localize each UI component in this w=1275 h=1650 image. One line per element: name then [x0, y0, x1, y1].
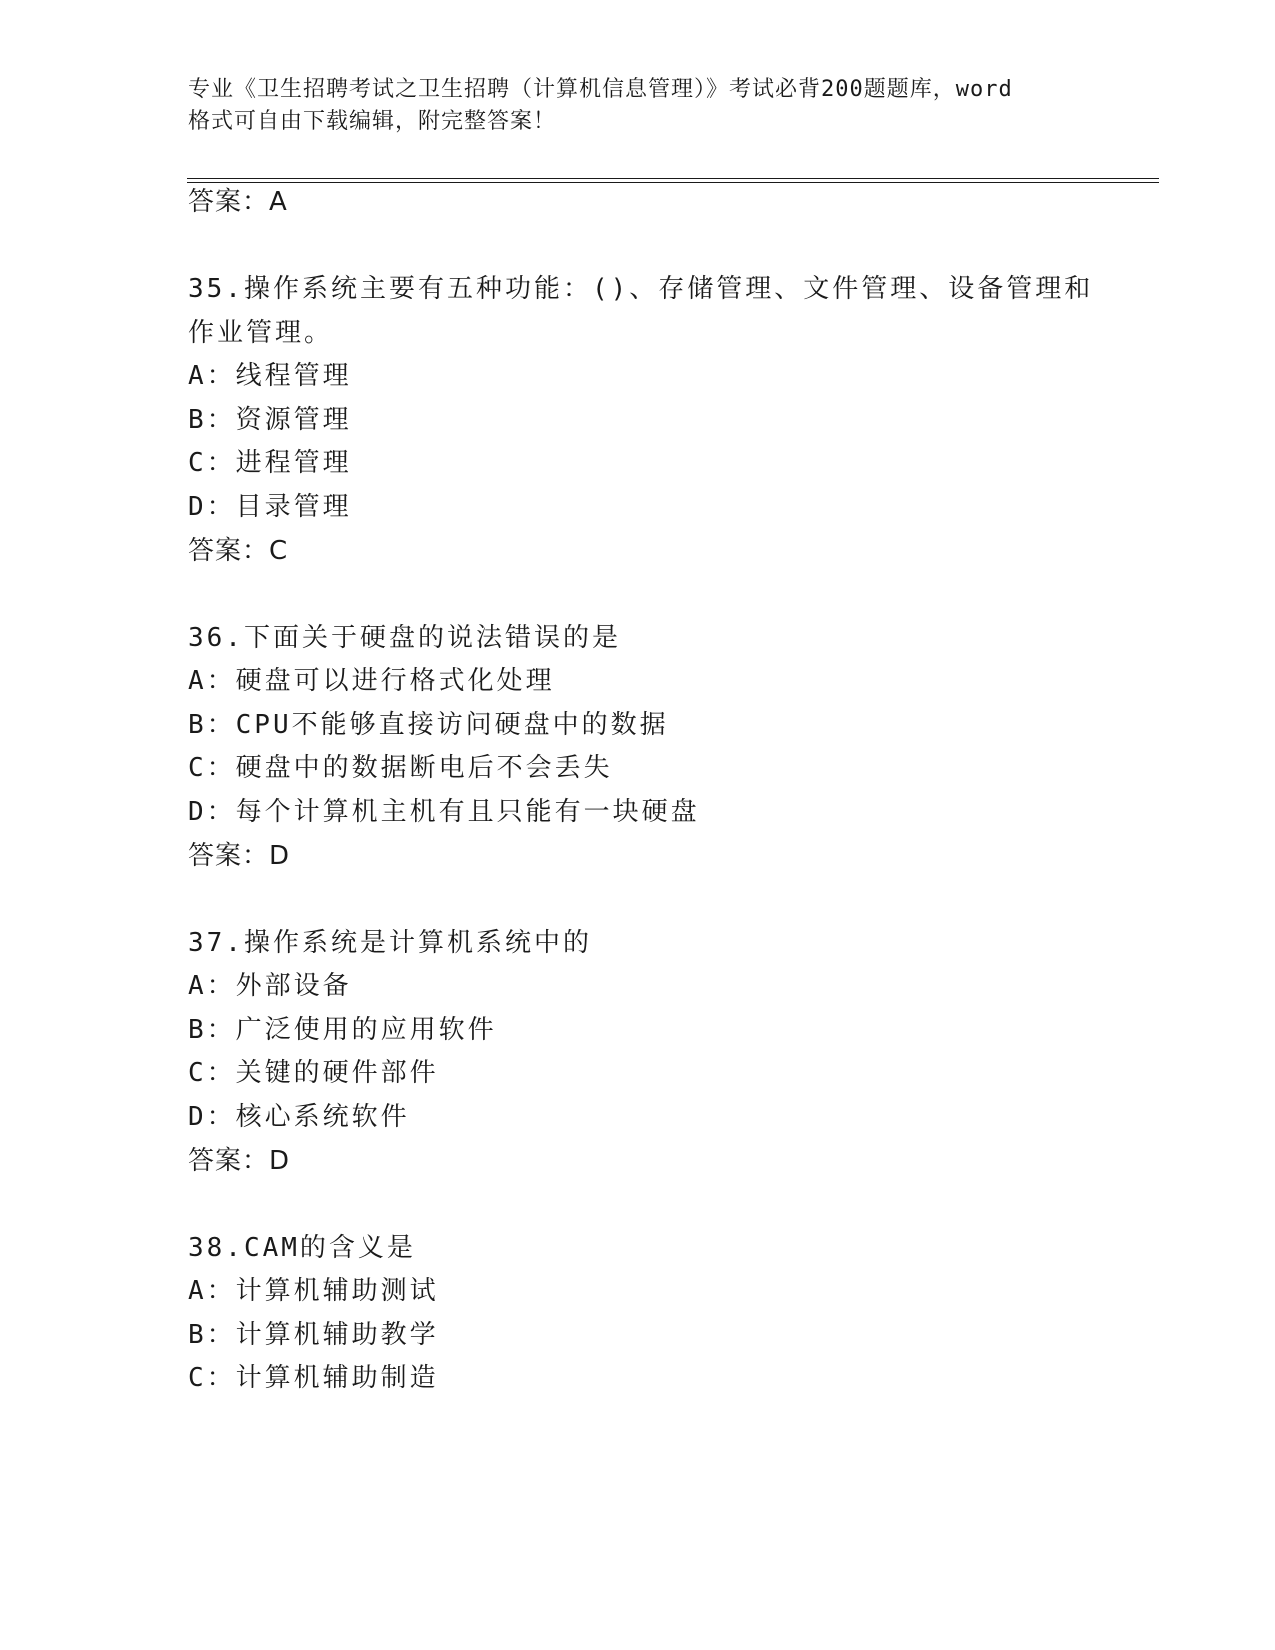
question-37-answer: 答案：D [188, 1146, 291, 1176]
question-35-answer: 答案：C [188, 536, 289, 566]
question-36-option-b: B：CPU不能够直接访问硬盘中的数据 [188, 710, 669, 740]
document-header [188, 74, 1088, 138]
header-line-1: 专业《卫生招聘考试之卫生招聘（计算机信息管理）》考试必背200题题库，word [188, 77, 1013, 102]
question-37-option-c: C：关键的硬件部件 [188, 1058, 439, 1088]
question-36-option-a: A：硬盘可以进行格式化处理 [188, 666, 555, 696]
question-38-option-b: B：计算机辅助教学 [188, 1320, 439, 1350]
question-36-option-c: C：硬盘中的数据断电后不会丢失 [188, 753, 613, 783]
question-38-option-a: A：计算机辅助测试 [188, 1276, 439, 1306]
question-36-stem: 36.下面关于硬盘的说法错误的是 [188, 623, 621, 653]
question-35-option-d: D：目录管理 [188, 492, 352, 522]
question-35-stem-line-2: 作业管理。 [188, 318, 334, 348]
question-36-answer: 答案：D [188, 841, 291, 871]
question-37-option-d: D：核心系统软件 [188, 1102, 410, 1132]
question-35-option-a: A：线程管理 [188, 361, 352, 391]
header-line-2: 格式可自由下载编辑，附完整答案！ [188, 109, 557, 134]
question-35-option-b: B：资源管理 [188, 405, 352, 435]
question-38-option-c: C：计算机辅助制造 [188, 1363, 439, 1393]
question-35-option-c: C：进程管理 [188, 448, 352, 478]
question-35-stem-line-1: 35.操作系统主要有五种功能：()、存储管理、文件管理、设备管理和 [188, 274, 1094, 304]
question-36-option-d: D：每个计算机主机有且只能有一块硬盘 [188, 797, 700, 827]
question-37-stem: 37.操作系统是计算机系统中的 [188, 928, 592, 958]
answer-34: 答案：A [188, 187, 288, 217]
question-37-option-b: B：广泛使用的应用软件 [188, 1015, 497, 1045]
header-divider [187, 178, 1159, 183]
question-38-stem: 38.CAM的含义是 [188, 1233, 416, 1263]
question-37-option-a: A：外部设备 [188, 971, 352, 1001]
